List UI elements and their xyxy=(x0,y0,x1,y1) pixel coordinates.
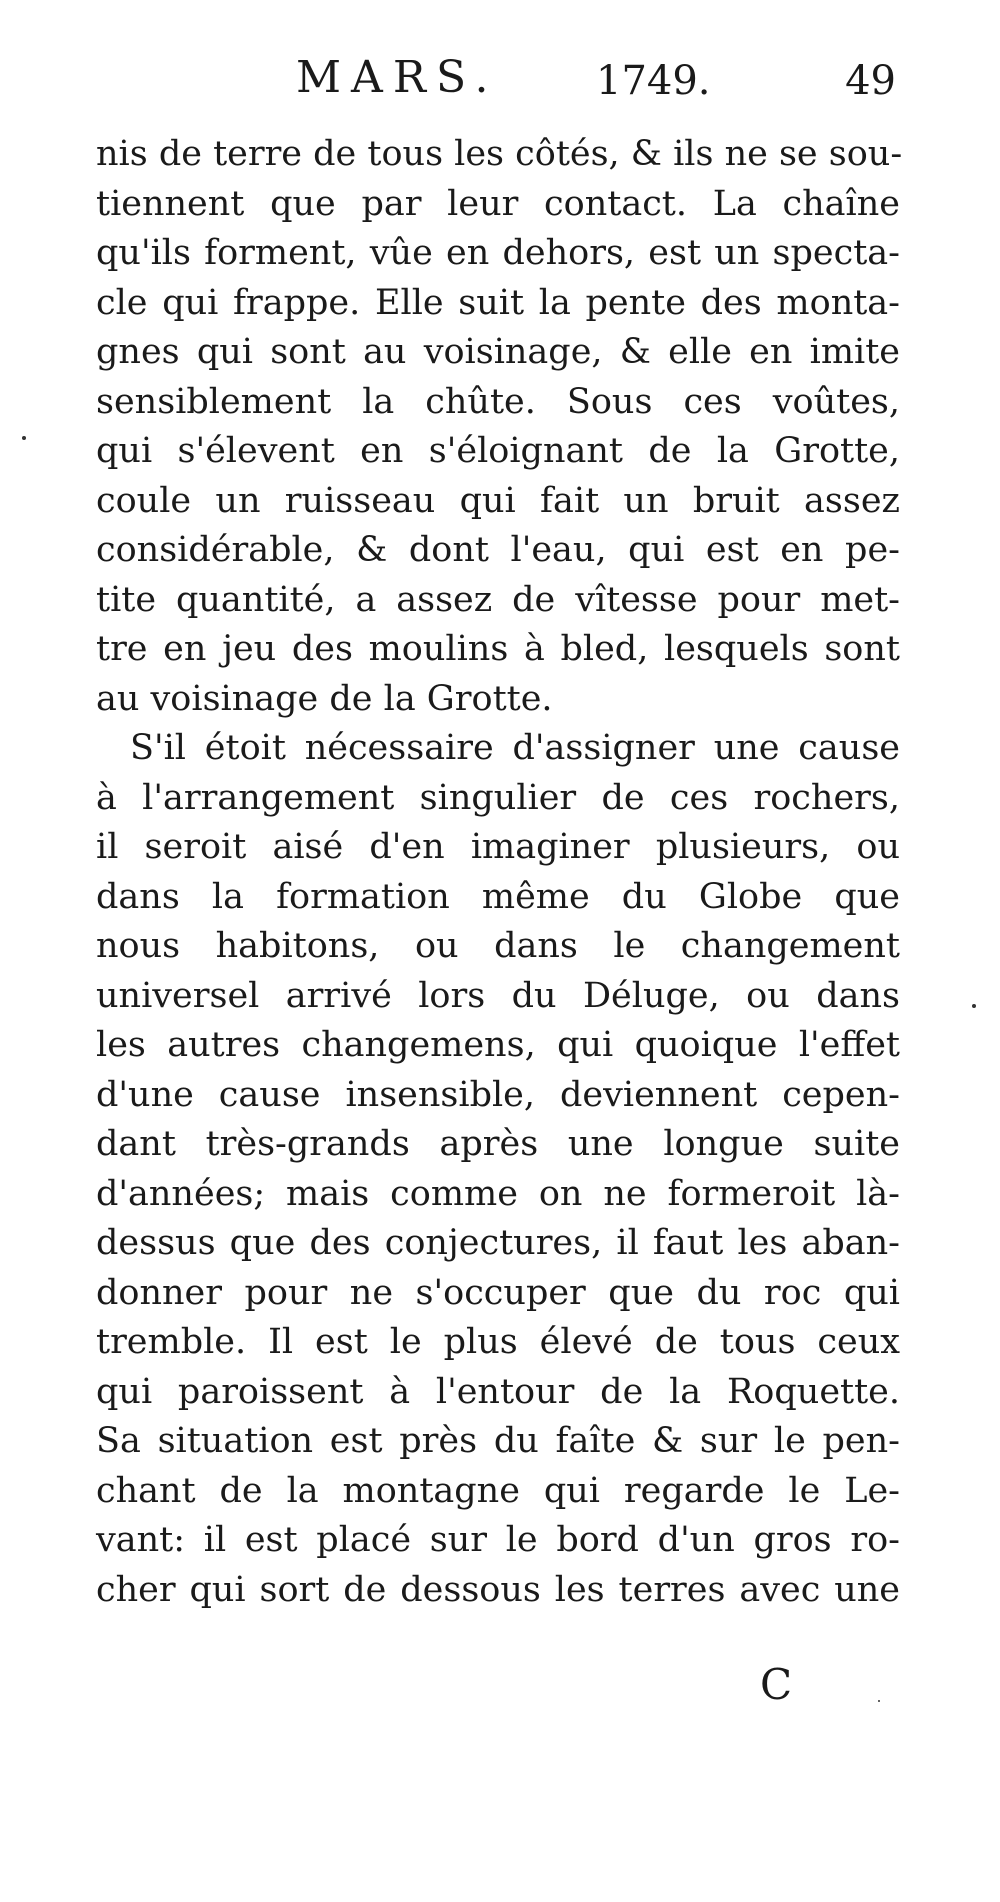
ink-speck xyxy=(22,436,26,440)
text-line: qui s'élevent en s'éloignant de la Grotte, xyxy=(96,431,900,471)
text-line: cher qui sort de dessous les terres avec une xyxy=(96,1569,900,1610)
text-line: nis de terre de tous les côtés, & ils ne se sou- xyxy=(96,134,903,174)
text-line: nous habitons, ou dans le changement xyxy=(96,926,900,966)
text-line: donner pour ne s'occuper que du roc qui xyxy=(96,1272,900,1313)
text-line: vant: il est placé sur le bord d'un gros ro- xyxy=(96,1520,900,1560)
text-line: dans la formation même du Globe que xyxy=(96,876,900,917)
running-head xyxy=(96,52,896,112)
text-line: dessus que des conjectures, il faut les aban- xyxy=(96,1223,900,1263)
text-line: d'une cause insensible, deviennent cepen- xyxy=(96,1074,900,1115)
text-line: chant de la montagne qui regarde le Le- xyxy=(96,1470,900,1511)
text-line: cle qui frappe. Elle suit la pente des monta- xyxy=(96,282,900,323)
body-text xyxy=(96,130,903,1615)
text-line: qui paroissent à l'entour de la Roquette. xyxy=(96,1371,900,1412)
text-line: considérable, & dont l'eau, qui est en pe- xyxy=(96,530,900,570)
text-line: tre en jeu des moulins à bled, lesquels sont xyxy=(96,629,900,669)
text-line: il seroit aisé d'en imaginer plusieurs, ou xyxy=(96,827,900,867)
text-line: tite quantité, a assez de vîtesse pour met- xyxy=(96,579,900,620)
page-number: 49 xyxy=(845,58,896,104)
text-line: dant très-grands après une longue suite xyxy=(96,1124,900,1164)
signature-mark: C xyxy=(760,1660,793,1709)
text-line: à l'arrangement singulier de ces rochers, xyxy=(96,777,900,818)
text-line: coule un ruisseau qui fait un bruit assez xyxy=(96,480,900,521)
text-line: gnes qui sont au voisinage, & elle en imite xyxy=(96,332,900,372)
ink-speck xyxy=(878,1700,880,1702)
paragraph-start-line: S'il étoit nécessaire d'assigner une cause xyxy=(130,728,900,768)
text-line: qu'ils forment, vûe en dehors, est un specta- xyxy=(96,233,900,273)
text-line: Sa situation est près du faîte & sur le pen- xyxy=(96,1421,900,1461)
ink-speck xyxy=(972,1004,976,1008)
running-head-title: MARS. xyxy=(296,52,499,103)
text-line: d'années; mais comme on ne formeroit là- xyxy=(96,1173,900,1214)
text-line: les autres changemens, qui quoique l'effet xyxy=(96,1025,900,1065)
running-head-year: 1749. xyxy=(596,58,711,104)
paragraph-end-line: au voisinage de la Grotte. xyxy=(96,678,553,719)
text-line: tremble. Il est le plus élevé de tous ceux xyxy=(96,1322,900,1362)
text-line: universel arrivé lors du Déluge, ou dans xyxy=(96,975,900,1016)
text-line: sensiblement la chûte. Sous ces voûtes, xyxy=(96,381,900,422)
text-line: tiennent que par leur contact. La chaîne xyxy=(96,183,900,224)
